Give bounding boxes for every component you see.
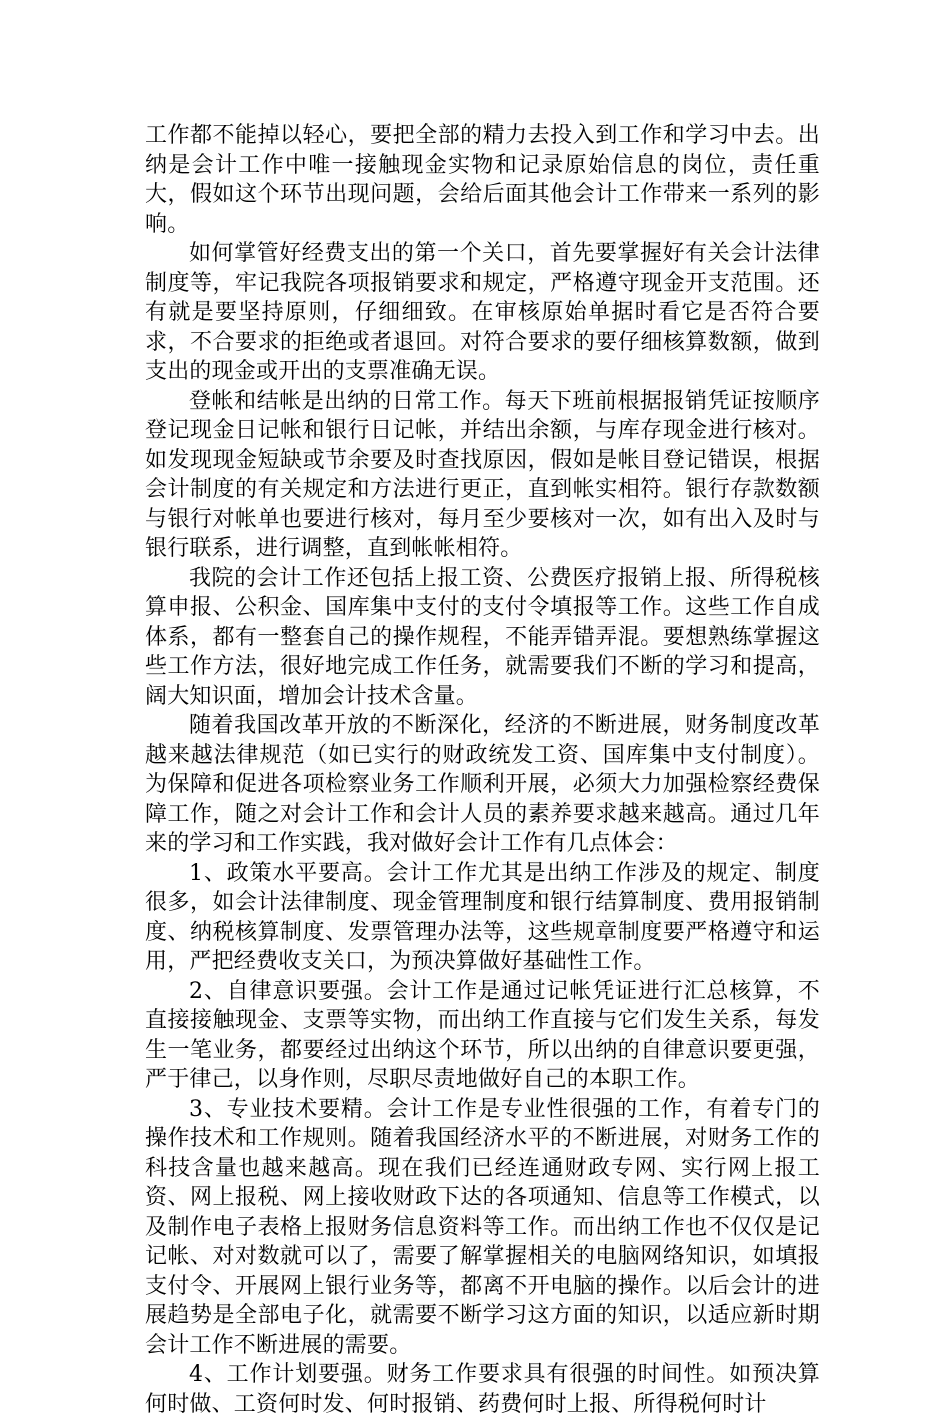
paragraph-8: 3、专业技术要精。会计工作是专业性很强的工作，有着专门的操作技术和工作规则。随着我国经济水平的不断进展，对财务工作的科技含量也越来越高。现在我们已经连通财政专网、实行网上报工资、网上报税、网上接收财政下达的各项通知、信息等工作模式，以及制作电子表格上报财务信息资料等工作。而出纳工作也不仅仅是记记帐、对对数就可以了，需要了解掌握相关的电脑网络知识，如填报支付令、开展网上银行业务等，都离不开电脑的操作。以后会计的进展趋势是全部电子化，就需要不断学习这方面的知识，以适应新时期会计工作不断进展的需要。 — [145, 1096, 820, 1358]
paragraph-2: 如何掌管好经费支出的第一个关口，首先要掌握好有关会计法律制度等，牢记我院各项报销要求和规定，严格遵守现金开支范围。还有就是要坚持原则，仔细细致。在审核原始单据时看它是否符合要求，不合要求的拒绝或者退回。对符合要求的要仔细核算数额，做到支出的现金或开出的支票准确无误。 — [145, 241, 820, 384]
paragraph-9: 4、工作计划要强。财务工作要求具有很强的时间性。如预决算何时做、工资何时发、何时报销、药费何时上报、所得税何时计 — [145, 1362, 820, 1417]
paragraph-1: 工作都不能掉以轻心，要把全部的精力去投入到工作和学习中去。出纳是会计工作中唯一接触现金实物和记录原始信息的岗位，责任重大，假如这个环节出现问题，会给后面其他会计工作带来一系列的影响。 — [145, 123, 820, 237]
paragraph-7: 2、自律意识要强。会计工作是通过记帐凭证进行汇总核算，不直接接触现金、支票等实物，而出纳工作直接与它们发生关系，每发生一笔业务，都要经过出纳这个环节，所以出纳的自律意识要更强，严于律己，以身作则，尽职尽责地做好自己的本职工作。 — [145, 978, 820, 1092]
paragraph-3: 登帐和结帐是出纳的日常工作。每天下班前根据报销凭证按顺序登记现金日记帐和银行日记帐，并结出余额，与库存现金进行核对。如发现现金短缺或节余要及时查找原因，假如是帐目登记错误，根据会计制度的有关规定和方法进行更正，直到帐实相符。银行存款数额与银行对帐单也要进行核对，每月至少要核对一次，如有出入及时与银行联系，进行调整，直到帐帐相符。 — [145, 388, 820, 561]
paragraph-6: 1、政策水平要高。会计工作尤其是出纳工作涉及的规定、制度很多，如会计法律制度、现金管理制度和银行结算制度、费用报销制度、纳税核算制度、发票管理办法等，这些规章制度要严格遵守和运用，严把经费收支关口，为预决算做好基础性工作。 — [145, 860, 820, 974]
paragraph-5: 随着我国改革开放的不断深化，经济的不断进展，财务制度改革越来越法律规范（如已实行的财政统发工资、国库集中支付制度）。为保障和促进各项检察业务工作顺利开展，必须大力加强检察经费保障工作，随之对会计工作和会计人员的素养要求越来越高。通过几年来的学习和工作实践，我对做好会计工作有几点体会： — [145, 713, 820, 856]
paragraph-4: 我院的会计工作还包括上报工资、公费医疗报销上报、所得税核算申报、公积金、国库集中支付的支付令填报等工作。这些工作自成体系，都有一整套自己的操作规程，不能弄错弄混。要想熟练掌握这些工作方法，很好地完成工作任务，就需要我们不断的学习和提高，阔大知识面，增加会计技术含量。 — [145, 565, 820, 709]
document-body — [145, 121, 820, 1419]
